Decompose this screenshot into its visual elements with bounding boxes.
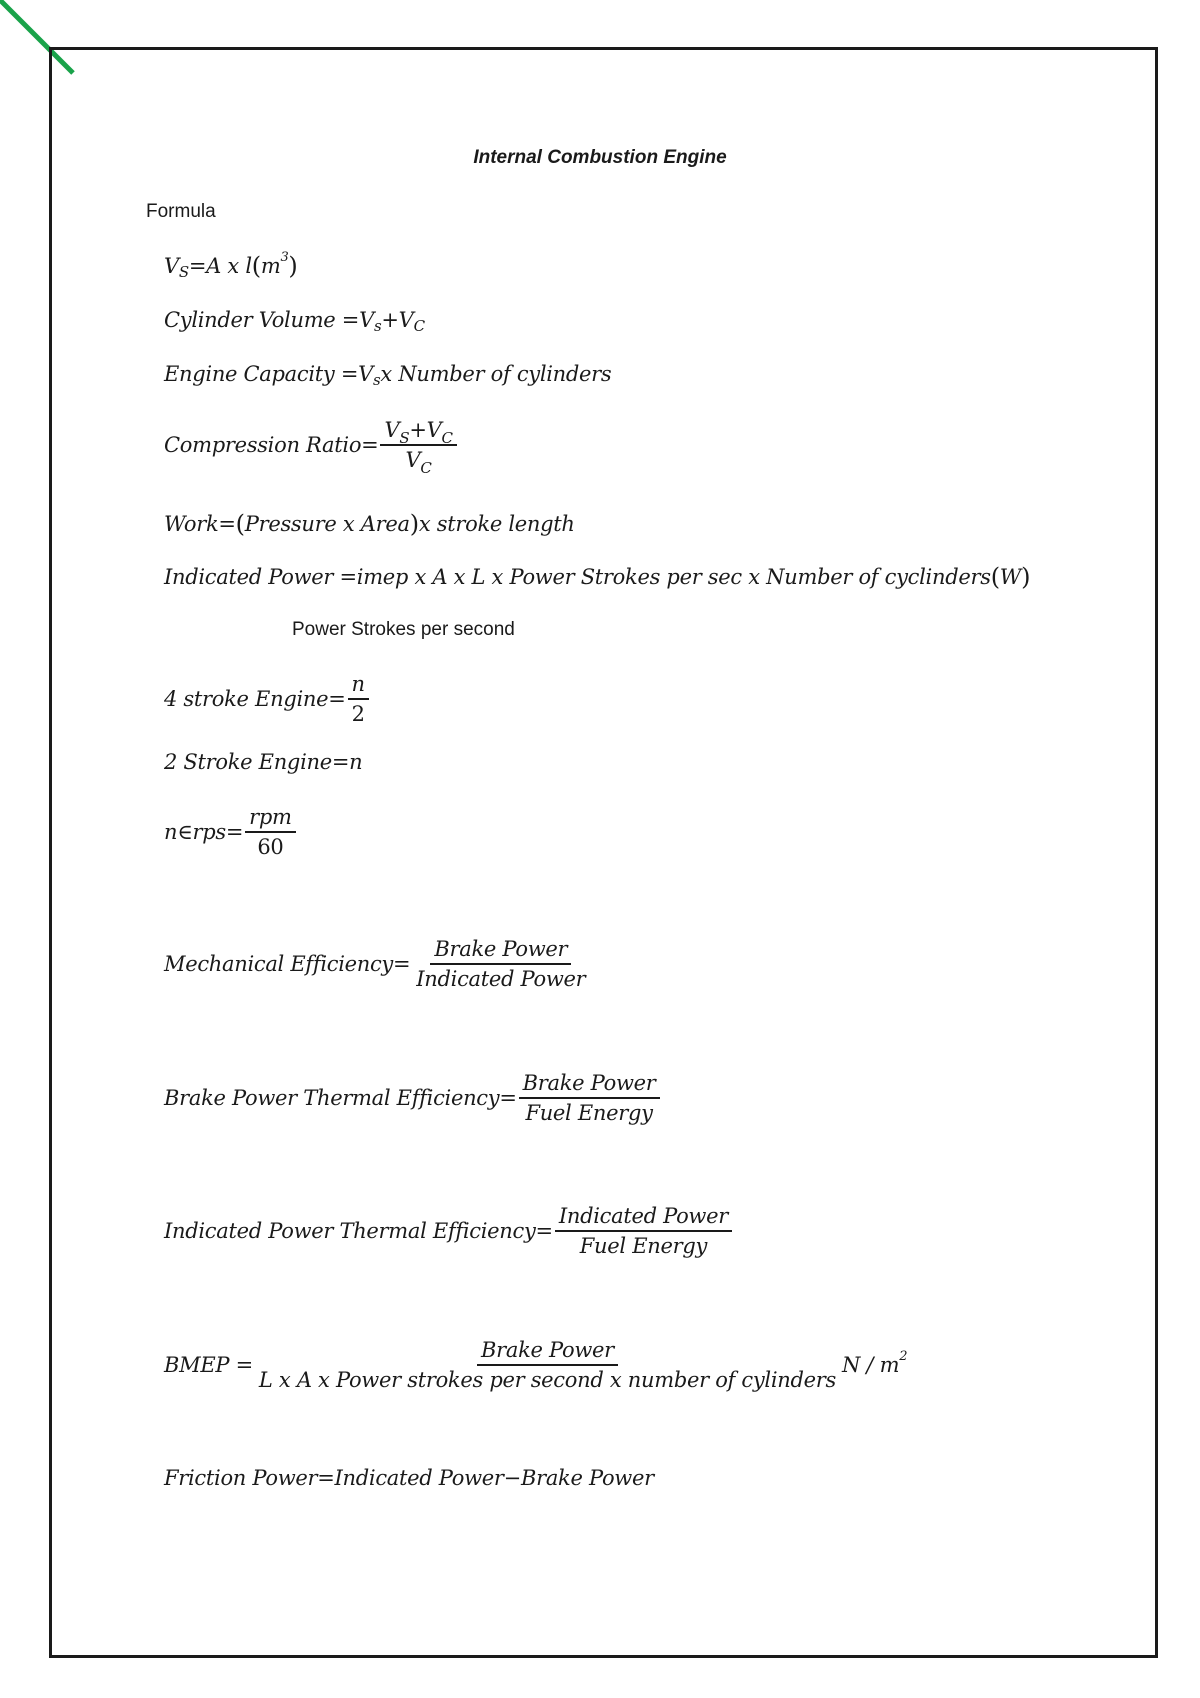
section-label: Formula [146,201,216,222]
fraction: $\frac{V_S+V_C}{V_C}$ [380,418,456,472]
power-strokes-heading: Power Strokes per second [292,619,515,640]
formula-compression-ratio: Compression Ratio= $\frac{V_S+V_C}{V_C}$ [164,418,459,472]
fraction: $\frac{\text{Brake Power}}{\text{L x A x Power strokes per second x number of cylinders}}$ [258,1338,836,1393]
fraction: $\frac{n}{2}$ [348,672,369,726]
fraction: $\frac{\text{Indicated Power}}{\text{Fuel Energy}}$ [555,1204,732,1258]
formula-bmep: BMEP = $\frac{\text{Brake Power}}{\text{L x A x Power strokes per second x number of cylinders}}$ N / m 2 [164,1338,908,1393]
formula-swept-volume: V S =A x l ( m 3 ) [164,249,298,281]
formula-friction-power: Friction Power=Indicated Power−Brake Power [164,1466,654,1490]
fraction: $\frac{\text{Brake Power}}{\text{Fuel Energy}}$ [519,1071,660,1125]
formula-indicated-thermal-efficiency: Indicated Power Thermal Efficiency= $\frac{\text{Indicated Power}}{\text{Fuel Energy}}$ [164,1204,734,1258]
fraction: $\frac{\text{Brake Power}}{\text{Indicated Power}}$ [416,937,586,992]
formula-mechanical-efficiency: Mechanical Efficiency= $\frac{\text{Brake Power}}{\text{Indicated Power}}$ [164,937,591,991]
formula-two-stroke: 2 Stroke Engine=n [164,750,363,774]
formula-brake-thermal-efficiency: Brake Power Thermal Efficiency= $\frac{\text{Brake Power}}{\text{Fuel Energy}}$ [164,1071,662,1125]
formula-indicated-power: Indicated Power =imep x A x L x Power Strokes per sec x Number of cyclinders ( W ) [164,563,1031,591]
formula-four-stroke: 4 stroke Engine= $\frac{n}{2}$ [164,672,371,726]
formula-rps: n∈rps= $\frac{\text{rpm}}{60}$ [164,805,298,859]
formula-cylinder-volume: Cylinder Volume =V s +V C [164,308,425,335]
page-title: Internal Combustion Engine [473,147,727,168]
fraction: $\frac{\text{rpm}}{60}$ [245,805,296,859]
formula-work: Work= ( Pressure x Area ) x stroke length [164,510,575,538]
formula-engine-capacity: Engine Capacity =V s x Number of cylinders [164,362,612,389]
